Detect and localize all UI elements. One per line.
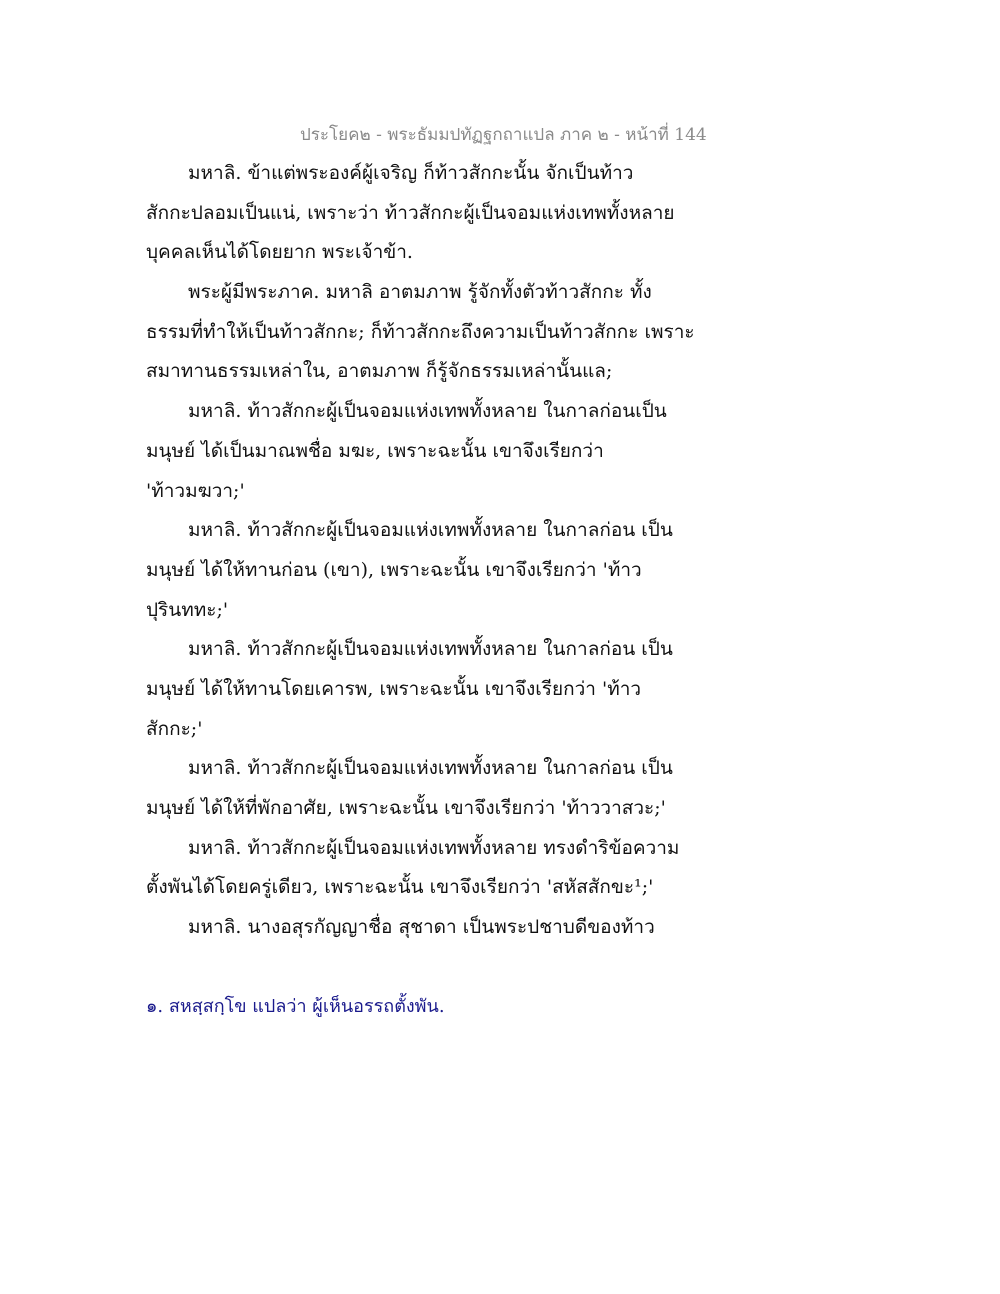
paragraph-line: มหาลิ. ท้าวสักกะผู้เป็นจอมแห่งเทพทั้งหลาย ทรงดำริข้อความ — [188, 836, 680, 859]
footnote: ๑. สหสฺสกฺโข แปลว่า ผู้เห็นอรรถตั้งพัน. — [146, 996, 445, 1017]
paragraph-line: บุคคลเห็นได้โดยยาก พระเจ้าข้า. — [146, 241, 413, 264]
paragraph-line: สักกะปลอมเป็นแน่, เพราะว่า ท้าวสักกะผู้เป็นจอมแห่งเทพทั้งหลาย — [146, 201, 675, 224]
paragraph-line: สมาทานธรรมเหล่าใน, อาตมภาพ ก็รู้จักธรรมเหล่านั้นแล; — [146, 360, 613, 383]
paragraph-line: มนุษย์ ได้เป็นมาณพชื่อ มฆะ, เพราะฉะนั้น เขาจึงเรียกว่า — [146, 439, 604, 462]
paragraph-line: 'ท้าวมฆวา;' — [146, 479, 245, 502]
paragraph-line: มหาลิ. ท้าวสักกะผู้เป็นจอมแห่งเทพทั้งหลาย ในกาลก่อน เป็น — [188, 638, 673, 661]
paragraph-line: ปุรินททะ;' — [146, 598, 229, 621]
paragraph-line: มหาลิ. ท้าวสักกะผู้เป็นจอมแห่งเทพทั้งหลาย ในกาลก่อน เป็น — [188, 519, 673, 542]
paragraph-line: พระผู้มีพระภาค. มหาลิ อาตมภาพ รู้จักทั้งตัวท้าวสักกะ ทั้ง — [188, 281, 652, 304]
body-text — [146, 156, 706, 950]
paragraph-line: ธรรมที่ทำให้เป็นท้าวสักกะ; ก็ท้าวสักกะถึงความเป็นท้าวสักกะ เพราะ — [146, 320, 695, 343]
paragraph-line: มหาลิ. ท้าวสักกะผู้เป็นจอมแห่งเทพทั้งหลาย ในกาลก่อน เป็น — [188, 757, 673, 780]
running-header: ประโยค๒ - พระธัมมปทัฏฐกถาแปล ภาค ๒ - หน้าที่ 144 — [300, 125, 707, 145]
paragraph-line: ตั้งพันได้โดยครู่เดียว, เพราะฉะนั้น เขาจึงเรียกว่า 'สหัสสักขะ¹;' — [146, 876, 654, 899]
paragraph-line: มหาลิ. ข้าแต่พระองค์ผู้เจริญ ก็ท้าวสักกะนั้น จักเป็นท้าว — [188, 162, 634, 184]
paragraph-line: มหาลิ. นางอสุรกัญญาชื่อ สุชาดา เป็นพระปชาบดีของท้าว — [188, 916, 655, 939]
paragraph-line: มหาลิ. ท้าวสักกะผู้เป็นจอมแห่งเทพทั้งหลาย ในกาลก่อนเป็น — [188, 400, 667, 423]
paragraph-line: มนุษย์ ได้ให้ที่พักอาศัย, เพราะฉะนั้น เขาจึงเรียกว่า 'ท้าววาสวะ;' — [146, 797, 666, 819]
paragraph-line: สักกะ;' — [146, 717, 203, 740]
paragraph-line: มนุษย์ ได้ให้ทานก่อน (เขา), เพราะฉะนั้น เขาจึงเรียกว่า 'ท้าว — [146, 558, 642, 581]
paragraph-line: มนุษย์ ได้ให้ทานโดยเคารพ, เพราะฉะนั้น เขาจึงเรียกว่า 'ท้าว — [146, 677, 642, 700]
